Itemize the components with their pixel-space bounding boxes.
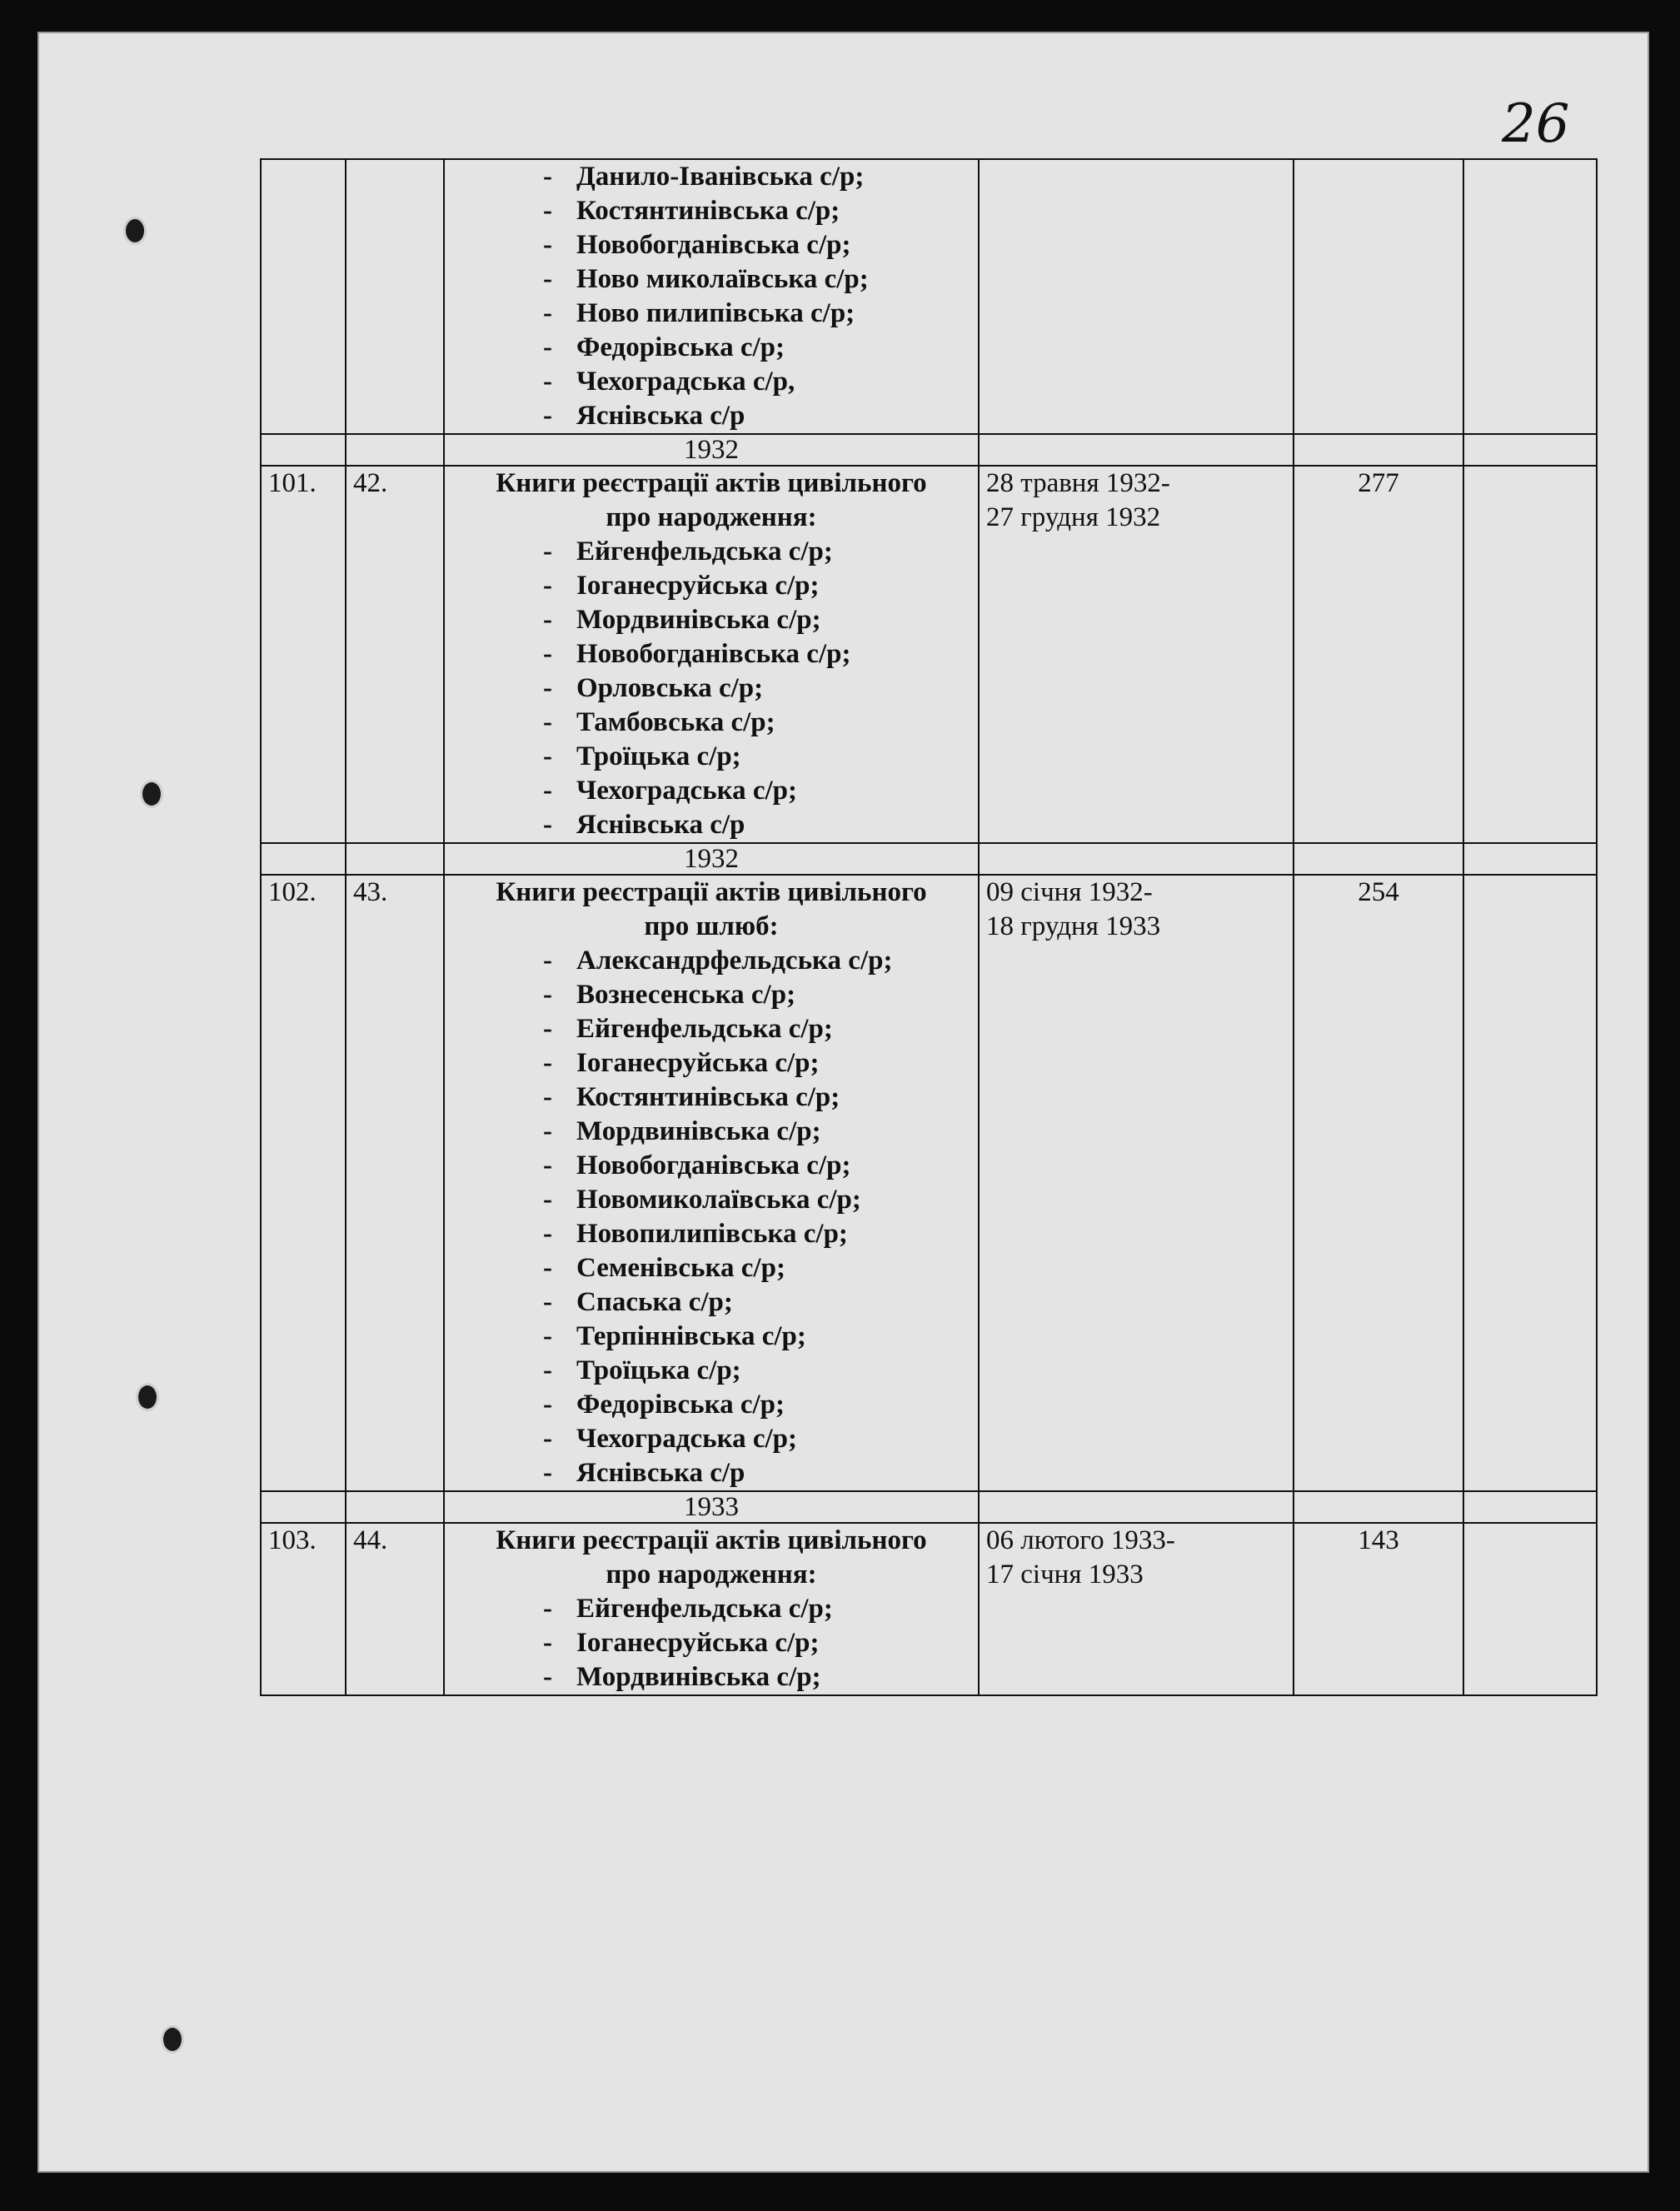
council-list	[451, 535, 971, 842]
list-item: - Чехоградська с/р;	[543, 774, 971, 808]
list-item: - Чехоградська с/р;	[543, 1422, 971, 1456]
punch-hole-icon	[161, 2025, 184, 2054]
description-intro: Книги реєстрації актів цивільного про народження:	[496, 1525, 927, 1590]
year-row	[261, 1491, 1597, 1523]
row-number-cell: 101.	[261, 466, 346, 843]
item-number-cell: 44.	[346, 1523, 444, 1695]
date-end: 18 грудня 1933	[986, 911, 1161, 941]
punch-hole-icon	[136, 1383, 159, 1411]
list-item: - Федорівська с/р;	[543, 1388, 971, 1422]
list-item: - Семенівська с/р;	[543, 1251, 971, 1285]
dates-cell	[979, 466, 1294, 843]
list-item: - Іоганесруйська с/р;	[543, 1626, 971, 1660]
list-item: - Александрфельдська с/р;	[543, 944, 971, 978]
pages-cell: 143	[1294, 1523, 1463, 1695]
pages-cell	[1294, 159, 1463, 434]
row-number-cell: 102.	[261, 875, 346, 1491]
item-number-cell: 42.	[346, 466, 444, 843]
list-item: - Новобогданівська с/р;	[543, 228, 971, 262]
list-item: - Яснівська с/р	[543, 1456, 971, 1490]
list-item: - Ново миколаївська с/р;	[543, 262, 971, 297]
list-item: - Новомиколаївська с/р;	[543, 1183, 971, 1217]
description-cell	[444, 875, 979, 1491]
notes-cell	[1463, 1523, 1597, 1695]
list-item: - Яснівська с/р	[543, 808, 971, 842]
year-row	[261, 843, 1597, 875]
punch-hole-icon	[140, 780, 163, 808]
year-row	[261, 434, 1597, 466]
description-cell	[444, 466, 979, 843]
list-item: - Новобогданівська с/р;	[543, 1149, 971, 1183]
list-item: - Іоганесруйська с/р;	[543, 1046, 971, 1081]
date-end: 27 грудня 1932	[986, 502, 1161, 532]
council-list	[451, 1592, 971, 1694]
year-label: 1932	[444, 434, 979, 466]
council-list	[451, 944, 971, 1490]
list-item: - Костянтинівська с/р;	[543, 194, 971, 228]
council-list	[451, 160, 971, 433]
list-item: - Ново пилипівська с/р;	[543, 297, 971, 331]
list-item: - Ейгенфельдська с/р;	[543, 1012, 971, 1046]
dates-cell	[979, 1523, 1294, 1695]
list-item: - Орловська с/р;	[543, 671, 971, 706]
description-cell	[444, 1523, 979, 1695]
list-item: - Ейгенфельдська с/р;	[543, 535, 971, 569]
record-subject: народження:	[657, 502, 817, 532]
date-start: 06 лютого 1933-	[986, 1525, 1175, 1555]
pages-cell: 277	[1294, 466, 1463, 843]
list-item: - Новопилипівська с/р;	[543, 1217, 971, 1251]
list-item: - Яснівська с/р	[543, 399, 971, 433]
date-end: 17 січня 1933	[986, 1560, 1144, 1590]
list-item: - Данило-Іванівська с/р;	[543, 160, 971, 194]
list-item: - Чехоградська с/р,	[543, 365, 971, 399]
item-number-cell	[346, 159, 444, 434]
dates-cell	[979, 159, 1294, 434]
list-item: - Новобогданівська с/р;	[543, 637, 971, 671]
description-intro: Книги реєстрації актів цивільного про народження:	[496, 468, 927, 532]
list-item: - Ейгенфельдська с/р;	[543, 1592, 971, 1626]
description-cell	[444, 159, 979, 434]
item-number-cell: 43.	[346, 875, 444, 1491]
list-item: - Костянтинівська с/р;	[543, 1081, 971, 1115]
list-item: - Тамбовська с/р;	[543, 706, 971, 740]
list-item: - Мордвинівська с/р;	[543, 1660, 971, 1694]
table-row	[261, 159, 1597, 434]
table-row	[261, 875, 1597, 1491]
list-item: - Іоганесруйська с/р;	[543, 569, 971, 603]
archive-inventory-table	[260, 158, 1598, 1696]
pages-cell: 254	[1294, 875, 1463, 1491]
table-row	[261, 466, 1597, 843]
list-item: - Терпіннівська с/р;	[543, 1320, 971, 1354]
notes-cell	[1463, 466, 1597, 843]
description-intro: Книги реєстрації актів цивільного про шлюб:	[496, 877, 927, 941]
date-start: 09 січня 1932-	[986, 877, 1153, 907]
date-start: 28 травня 1932-	[986, 468, 1170, 498]
record-subject: народження:	[657, 1560, 817, 1590]
record-subject: шлюб:	[695, 911, 779, 941]
notes-cell	[1463, 875, 1597, 1491]
table-row	[261, 1523, 1597, 1695]
list-item: - Мордвинівська с/р;	[543, 603, 971, 637]
list-item: - Спаська с/р;	[543, 1285, 971, 1320]
list-item: - Троїцька с/р;	[543, 1354, 971, 1388]
dates-cell	[979, 875, 1294, 1491]
year-label: 1933	[444, 1491, 979, 1523]
row-number-cell: 103.	[261, 1523, 346, 1695]
page-number: 26	[1502, 93, 1570, 155]
notes-cell	[1463, 159, 1597, 434]
punch-hole-icon	[123, 217, 147, 245]
list-item: - Мордвинівська с/р;	[543, 1115, 971, 1149]
year-label: 1932	[444, 843, 979, 875]
list-item: - Вознесенська с/р;	[543, 978, 971, 1012]
list-item: - Федорівська с/р;	[543, 331, 971, 365]
row-number-cell	[261, 159, 346, 434]
list-item: - Троїцька с/р;	[543, 740, 971, 774]
